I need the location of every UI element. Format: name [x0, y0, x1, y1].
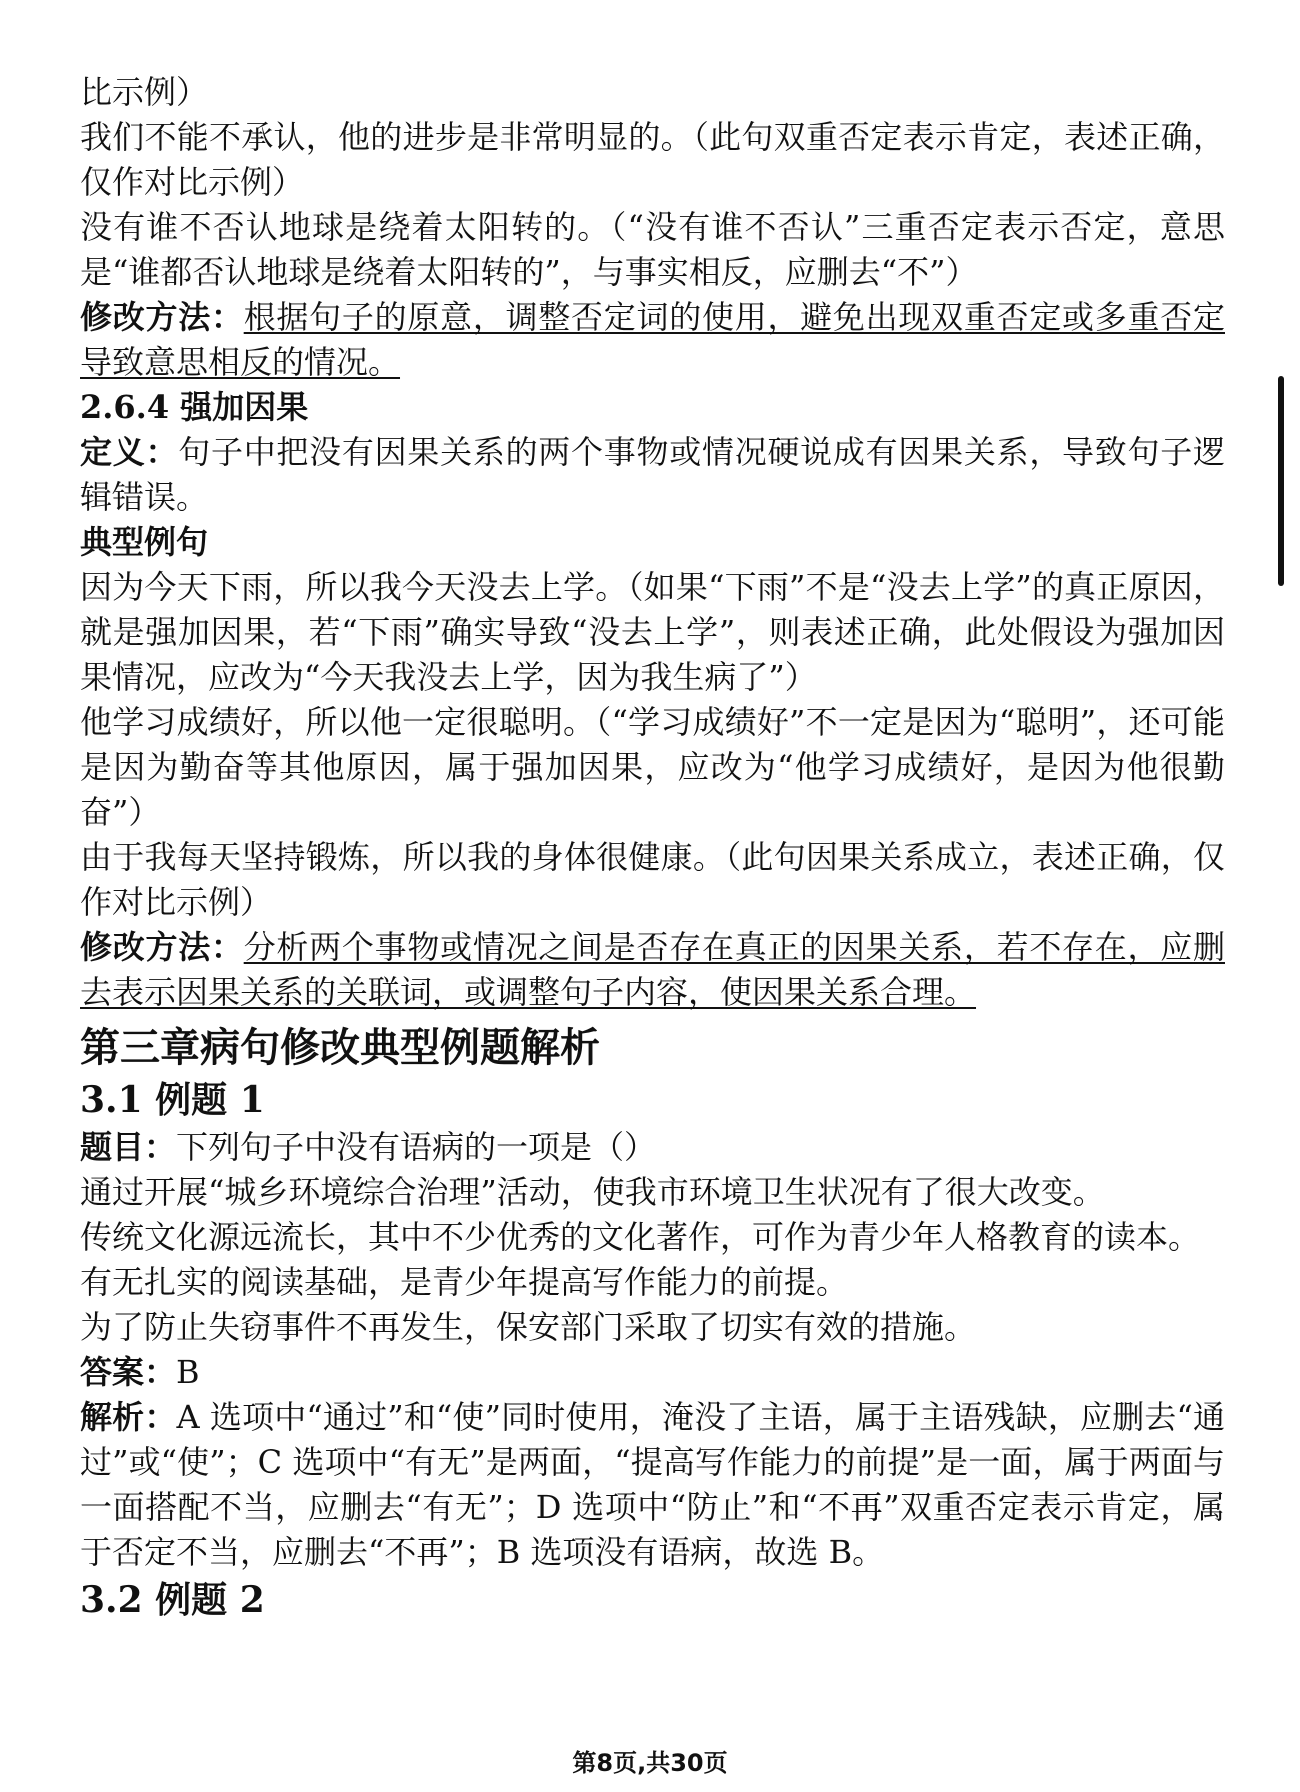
option-d: 为了防止失窃事件不再发生，保安部门采取了切实有效的措施。	[80, 1308, 977, 1346]
section-title: 3.1 例题 1	[80, 1079, 265, 1121]
underlined-text: 分析两个事物或情况之间是否存在真正的因果关系，若不存在，应删去表示因果关系的关联词，或调整句子内容，使因果关系合理。	[80, 928, 1225, 1011]
option-c: 有无扎实的阅读基础，是青少年提高写作能力的前提。	[80, 1263, 849, 1301]
question-paragraph	[80, 1125, 1225, 1170]
option-b: 传统文化源远流长，其中不少优秀的文化著作，可作为青少年人格教育的读本。	[80, 1218, 1201, 1256]
page-content	[80, 70, 1225, 1625]
paragraph-text: 下列句子中没有语病的一项是（）	[176, 1128, 657, 1166]
chapter-title: 第三章病句修改典型例题解析	[80, 1024, 600, 1071]
paragraph-text: 句子中把没有因果关系的两个事物或情况硬说成有因果关系，导致句子逻辑错误。	[80, 433, 1225, 516]
label: 题目：	[80, 1128, 177, 1166]
paragraph: 由于我每天坚持锻炼，所以我的身体很健康。（此句因果关系成立，表述正确，仅作对比示例）	[80, 838, 1225, 921]
answer-paragraph	[80, 1350, 1225, 1395]
paragraph-text: A 选项中“通过”和“使”同时使用，淹没了主语，属于主语残缺，应删去“通过”或“使”；C 选项中“有无”是两面，“提高写作能力的前提”是一面，属于两面与一面搭配不当，应删去“有无”；D 选项中“防止”和“不再”双重否定表示肯定，属于否定不当，应删去“不再”；B 选项没有语病，故选 B。	[80, 1398, 1225, 1571]
page-number-footer: 第8页,共30页	[572, 1749, 728, 1777]
analysis-paragraph	[80, 1395, 1225, 1575]
paragraph: 他学习成绩好，所以他一定很聪明。（“学习成绩好”不一定是因为“聪明”，还可能是因为勤奋等其他原因，属于强加因果，应改为“他学习成绩好，是因为他很勤奋”）	[80, 703, 1225, 831]
definition-paragraph	[80, 430, 1225, 520]
paragraph-text: B	[176, 1353, 200, 1391]
fix-method-paragraph	[80, 295, 1225, 385]
label: 解析：	[80, 1398, 177, 1436]
subsection-title: 典型例句	[80, 523, 209, 561]
fix-method-paragraph	[80, 925, 1225, 1015]
underlined-text: 根据句子的原意，调整否定词的使用，避免出现双重否定或多重否定导致意思相反的情况。	[80, 298, 1225, 381]
paragraph: 我们不能不承认，他的进步是非常明显的。（此句双重否定表示肯定，表述正确，仅作对比示例）	[80, 118, 1225, 201]
subsection-title: 2.6.4 强加因果	[80, 388, 309, 426]
paragraph: 因为今天下雨，所以我今天没去上学。（如果“下雨”不是“没去上学”的真正原因，就是强加因果，若“下雨”确实导致“没去上学”，则表述正确，此处假设为强加因果情况，应改为“今天我没去上学，因为我生病了”）	[80, 568, 1225, 696]
label: 修改方法：	[80, 298, 244, 336]
label: 答案：	[80, 1353, 177, 1391]
paragraph: 比示例）	[80, 73, 209, 111]
section-title: 3.2 例题 2	[80, 1579, 265, 1621]
paragraph: 没有谁不否认地球是绕着太阳转的。（“没有谁不否认”三重否定表示否定，意思是“谁都否认地球是绕着太阳转的”，与事实相反，应删去“不”）	[80, 208, 1225, 291]
label: 定义：	[80, 433, 179, 471]
scrollbar-thumb[interactable]	[1278, 376, 1284, 586]
label: 修改方法：	[80, 928, 244, 966]
option-a: 通过开展“城乡环境综合治理”活动，使我市环境卫生状况有了很大改变。	[80, 1173, 1105, 1211]
